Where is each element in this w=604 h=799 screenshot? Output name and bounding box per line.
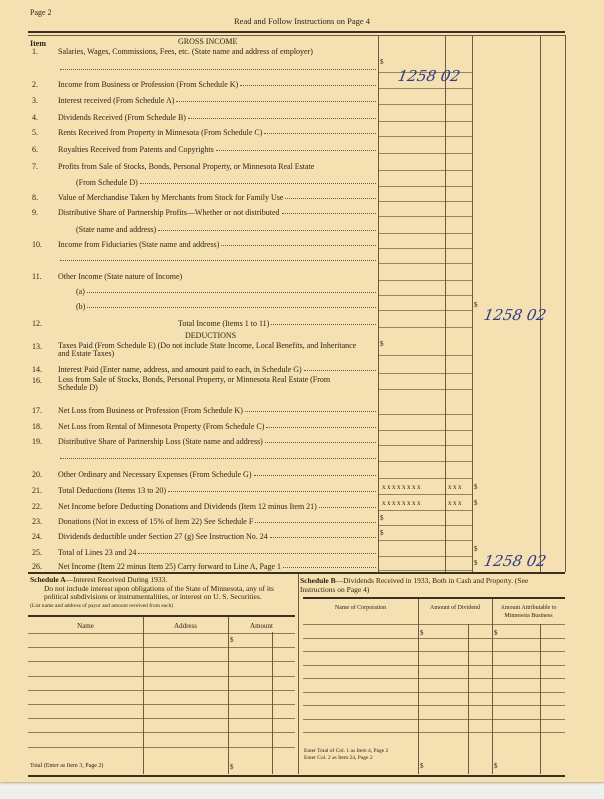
- item-number: 26.: [32, 562, 42, 571]
- schedule-a-instruction: (List name and address of payor and amount received from each): [30, 602, 174, 609]
- dollar-sign: $: [380, 58, 384, 66]
- item-row: [28, 123, 378, 137]
- item-number: 10.: [32, 240, 42, 249]
- item-label: Dividends Received (From Schedule B): [58, 113, 186, 122]
- column-rule: [540, 624, 541, 774]
- column-header: Address: [174, 622, 197, 630]
- handwritten-item26-amount[interactable]: 1258 02: [482, 552, 548, 570]
- header-instruction: Read and Follow Instructions on Page 4: [234, 16, 370, 26]
- item-label: (From Schedule D): [76, 178, 138, 187]
- leader-dots: [188, 118, 376, 119]
- leader-dots: [87, 307, 376, 308]
- item-label: Donations (Not in excess of 15% of Item 22) See Schedule F: [58, 517, 254, 526]
- item-row: [28, 432, 378, 446]
- leader-dots: [158, 230, 376, 231]
- item-number: 25.: [32, 548, 42, 557]
- column-header: Amount: [250, 622, 273, 630]
- item-row: [28, 448, 378, 462]
- cell-rule: [378, 201, 472, 202]
- item-row: [28, 557, 378, 571]
- item-label: (b): [76, 302, 86, 311]
- item-row: [28, 543, 378, 557]
- leader-dots: [140, 183, 376, 184]
- item-row: [28, 267, 378, 281]
- item-row: [28, 512, 378, 526]
- column-header: Amount of Dividend: [430, 605, 480, 611]
- item-number: 11.: [32, 272, 42, 281]
- gross-income-heading: GROSS INCOME: [178, 37, 238, 46]
- leader-dots: [60, 260, 376, 261]
- item-number: 17.: [32, 406, 42, 415]
- item-row: [28, 481, 378, 495]
- leader-dots: [285, 198, 376, 199]
- item-row: [28, 42, 378, 56]
- item-label: (State name and address): [76, 225, 157, 234]
- item-label: Net Income before Deducting Donations and Dividends (Item 12 minus Item 21): [58, 502, 317, 511]
- item-number: 3.: [32, 96, 38, 105]
- item-label: Rents Received from Property in Minnesota (From Schedule C): [58, 128, 263, 137]
- leader-dots: [255, 522, 376, 523]
- item-label: (a): [76, 287, 85, 296]
- item-label: Net Loss from Business or Profession (From Schedule K): [58, 406, 243, 415]
- cell-rule: [378, 510, 472, 511]
- item-row: [28, 297, 378, 311]
- item-row: [28, 91, 378, 105]
- cell-rule: [378, 430, 472, 431]
- item-row: [28, 314, 378, 328]
- item-label: Profits from Sale of Stocks, Bonds, Personal Property, or Minnesota Real Estate: [58, 162, 315, 171]
- leader-dots: [60, 69, 376, 70]
- leader-dots: [266, 427, 376, 428]
- item-number: 24.: [32, 532, 42, 541]
- cell-rule: [378, 248, 472, 249]
- table-row[interactable]: [303, 705, 565, 706]
- xxx-fill: xxxxxxxx: [382, 483, 422, 491]
- cell-rule: [378, 186, 472, 187]
- leader-dots: [271, 324, 376, 325]
- schedule-a-subtitle: —Interest Received During 1933.: [65, 575, 168, 584]
- schedule-b-title: Schedule B: [300, 576, 336, 585]
- table-row[interactable]: [303, 624, 565, 625]
- dollar-sign: $: [474, 545, 478, 553]
- cell-rule: [378, 263, 472, 264]
- table-row[interactable]: [303, 732, 565, 733]
- xxx-fill: xxxxxxxx: [382, 499, 422, 507]
- item-label: Net Loss from Rental of Minnesota Property (From Schedule C): [58, 422, 265, 431]
- table-row[interactable]: [28, 704, 295, 705]
- item-row: [28, 173, 378, 187]
- table-rule: [303, 597, 565, 599]
- cell-rule: [378, 153, 472, 154]
- dollar-sign: $: [474, 559, 478, 567]
- item-row: [28, 203, 378, 217]
- item-row: [28, 157, 378, 171]
- item-number: 6.: [32, 145, 38, 154]
- cell-rule: [378, 570, 472, 571]
- cell-rule: [378, 280, 472, 281]
- column-rule: [272, 632, 273, 774]
- leader-dots: [176, 101, 376, 102]
- item-label: Distributive Share of Partnership Loss (State name and address): [58, 437, 263, 446]
- item-label: Loss from Sale of Stocks, Bonds, Personal Property, or Minnesota Real Estate (From Schedule D): [58, 375, 331, 392]
- item-number: 14.: [32, 365, 42, 374]
- section-rule: [28, 572, 565, 574]
- cell-rule: [378, 327, 472, 328]
- leader-dots: [221, 245, 376, 246]
- column-rule: [445, 35, 446, 572]
- dollar-sign: $: [474, 499, 478, 507]
- cell-rule: [378, 295, 472, 296]
- column-rule: [418, 599, 419, 774]
- table-row[interactable]: [28, 661, 295, 662]
- item-row: [28, 108, 378, 122]
- cell-rule: [378, 170, 472, 171]
- leader-dots: [168, 491, 376, 492]
- dollar-sign: $: [494, 762, 498, 770]
- cell-rule: [378, 494, 472, 495]
- schedule-b-total-label-1: Enter Total of Col. 1 as Item 4, Page 2: [304, 748, 389, 754]
- bottom-rule: [28, 775, 565, 777]
- schedule-a-total-label: Total (Enter as Item 3, Page 2): [30, 763, 104, 769]
- item-label: Item: [30, 39, 46, 48]
- item-row: [28, 188, 378, 202]
- dollar-sign: $: [494, 629, 498, 637]
- leader-dots: [138, 553, 376, 554]
- table-row[interactable]: [28, 732, 295, 733]
- item-number: 4.: [32, 113, 38, 122]
- column-rule: [143, 617, 144, 774]
- schedule-b-subtitle: —Dividends Received in 1933, Both in Cash and Property. (See Instructions on Page 4): [300, 576, 529, 594]
- cell-rule: [378, 445, 472, 446]
- item-label: Interest Paid (Enter name, address, and amount paid to each, in Schedule G): [58, 365, 302, 374]
- item-number: 19.: [32, 437, 42, 446]
- item-row: [28, 59, 378, 73]
- leader-dots: [216, 150, 376, 151]
- column-rule: [228, 617, 229, 774]
- item-row: [28, 342, 378, 360]
- item-label: Royalties Received from Patents and Copyrights: [58, 145, 214, 154]
- item-row: [28, 282, 378, 296]
- item-row: [28, 465, 378, 479]
- schedule-a-title: Schedule A: [30, 575, 66, 584]
- column-rule: [540, 35, 541, 572]
- cell-rule: [378, 136, 472, 137]
- cell-rule: [378, 88, 472, 89]
- cell-rule: [378, 556, 472, 557]
- handwritten-item2-amount[interactable]: 1258 02: [396, 67, 462, 85]
- item-number: 16.: [32, 376, 42, 385]
- table-row[interactable]: [28, 633, 295, 634]
- leader-dots: [319, 507, 376, 508]
- leader-dots: [240, 85, 376, 86]
- table-rule: [28, 615, 295, 617]
- deductions-heading: DEDUCTIONS: [185, 331, 237, 340]
- item-number: 22.: [32, 502, 42, 511]
- item-number: 13.: [32, 342, 42, 351]
- leader-dots: [245, 411, 376, 412]
- column-header: Name: [77, 622, 94, 630]
- page-label: Page 2: [30, 8, 52, 17]
- table-row[interactable]: [28, 676, 295, 677]
- cell-rule: [378, 478, 472, 479]
- item-row: [28, 220, 378, 234]
- cell-rule: [378, 216, 472, 217]
- cell-rule: [378, 310, 472, 311]
- item-number: 8.: [32, 193, 38, 202]
- item-row: [28, 235, 378, 249]
- cell-rule: [378, 414, 472, 415]
- cell-rule: [378, 389, 472, 390]
- leader-dots: [283, 567, 376, 568]
- table-row[interactable]: [28, 718, 295, 719]
- item-number: 20.: [32, 470, 42, 479]
- cell-rule: [378, 233, 472, 234]
- xxx-fill: xxx: [448, 499, 463, 507]
- leader-dots: [304, 370, 376, 371]
- table-row[interactable]: [28, 690, 295, 691]
- leader-dots: [264, 133, 376, 134]
- schedule-a-heading: [30, 576, 295, 610]
- schedule-b-total-label-2: Enter Col. 2 as Item 24, Page 2: [304, 755, 373, 761]
- table-row[interactable]: [303, 665, 565, 666]
- item-row: [28, 497, 378, 511]
- item-row: [28, 75, 378, 89]
- item-number: 9.: [32, 208, 38, 217]
- column-rule: [472, 35, 473, 572]
- cell-rule: [378, 525, 472, 526]
- item-label: Salaries, Wages, Commissions, Fees, etc. (State name and address of employer): [58, 47, 313, 56]
- item-label: Total Deductions (Items 13 to 20): [58, 486, 167, 495]
- schedule-divider: [298, 574, 299, 774]
- table-row[interactable]: [303, 692, 565, 693]
- item-row: [28, 376, 378, 394]
- leader-dots: [60, 458, 376, 459]
- item-row: [28, 527, 378, 541]
- cell-rule: [378, 104, 472, 105]
- item-label: Dividends deductible under Section 27 (g) See Instruction No. 24: [58, 532, 268, 541]
- handwritten-item12-amount[interactable]: 1258 02: [482, 306, 548, 324]
- cell-rule: [378, 461, 472, 462]
- item-label: Income from Fiduciaries (State name and address): [58, 240, 220, 249]
- dollar-sign: $: [380, 529, 384, 537]
- item-label: Total of Lines 23 and 24: [58, 548, 137, 557]
- item-number: 7.: [32, 162, 38, 171]
- column-rule: [492, 599, 493, 774]
- column-rule: [468, 624, 469, 774]
- leader-dots: [265, 442, 376, 443]
- column-rule: [378, 35, 379, 572]
- item-number: 1.: [32, 47, 38, 56]
- cell-rule: [378, 121, 472, 122]
- cell-rule: [378, 373, 472, 374]
- leader-dots: [282, 213, 376, 214]
- table-row[interactable]: [303, 719, 565, 720]
- item-label: Value of Merchandise Taken by Merchants from Stock for Family Use: [58, 193, 284, 202]
- column-header: Amount Attributable to Minnesota Business: [500, 605, 557, 619]
- item-row: [28, 417, 378, 431]
- dollar-sign: $: [420, 629, 424, 637]
- cell-rule: [378, 540, 472, 541]
- dollar-sign: $: [380, 514, 384, 522]
- table-row[interactable]: [303, 678, 565, 679]
- leader-dots: [87, 292, 376, 293]
- table-row[interactable]: [28, 647, 295, 648]
- item-label: Interest received (From Schedule A): [58, 96, 175, 105]
- table-row[interactable]: [303, 638, 565, 639]
- item-row: [28, 401, 378, 415]
- item-number: 21.: [32, 486, 42, 495]
- item-row: [28, 140, 378, 154]
- item-label: Distributive Share of Partnership Profits—Whether or not distributed: [58, 208, 280, 217]
- table-row[interactable]: [28, 747, 295, 748]
- item-number: 2.: [32, 80, 38, 89]
- column-header: Name of Corporation: [334, 605, 387, 611]
- schedule-a-note: Do not include interest upon obligations of the State of Minnesota, any of its political subdivisions or instrumentalities, or interest on U. S. Securities.: [44, 583, 274, 601]
- leader-dots: [270, 537, 376, 538]
- header-rule: [28, 35, 565, 36]
- item-number: 18.: [32, 422, 42, 431]
- item-label: Net Income (Item 22 minus Item 25) Carry forward to Line A, Page 1: [58, 562, 282, 571]
- header-rule: [28, 31, 565, 33]
- dollar-sign: $: [474, 483, 478, 491]
- schedule-b-heading: [300, 577, 565, 594]
- item-number: 5.: [32, 128, 38, 137]
- item-row: [28, 360, 378, 374]
- xxx-fill: xxx: [448, 483, 463, 491]
- table-row[interactable]: [303, 651, 565, 652]
- item-row: [28, 250, 378, 264]
- leader-dots: [254, 475, 377, 476]
- dollar-sign: $: [230, 636, 234, 644]
- dollar-sign: $: [230, 763, 234, 771]
- item-label: Other Income (State nature of Income): [58, 272, 183, 281]
- item-number: 12.: [32, 319, 42, 328]
- item-number: 23.: [32, 517, 42, 526]
- column-rule: [565, 35, 566, 572]
- item-label: Taxes Paid (From Schedule E) (Do not include State Income, Local Benefits, and Inheritance and Estate Taxes): [58, 341, 357, 358]
- cell-rule: [378, 355, 472, 356]
- item-label: Income from Business or Profession (From Schedule K): [58, 80, 239, 89]
- dollar-sign: $: [420, 762, 424, 770]
- dollar-sign: $: [474, 301, 478, 309]
- item-label: Other Ordinary and Necessary Expenses (From Schedule G): [58, 470, 252, 479]
- dollar-sign: $: [380, 340, 384, 348]
- item-label: Total Income (Items 1 to 11): [178, 319, 270, 328]
